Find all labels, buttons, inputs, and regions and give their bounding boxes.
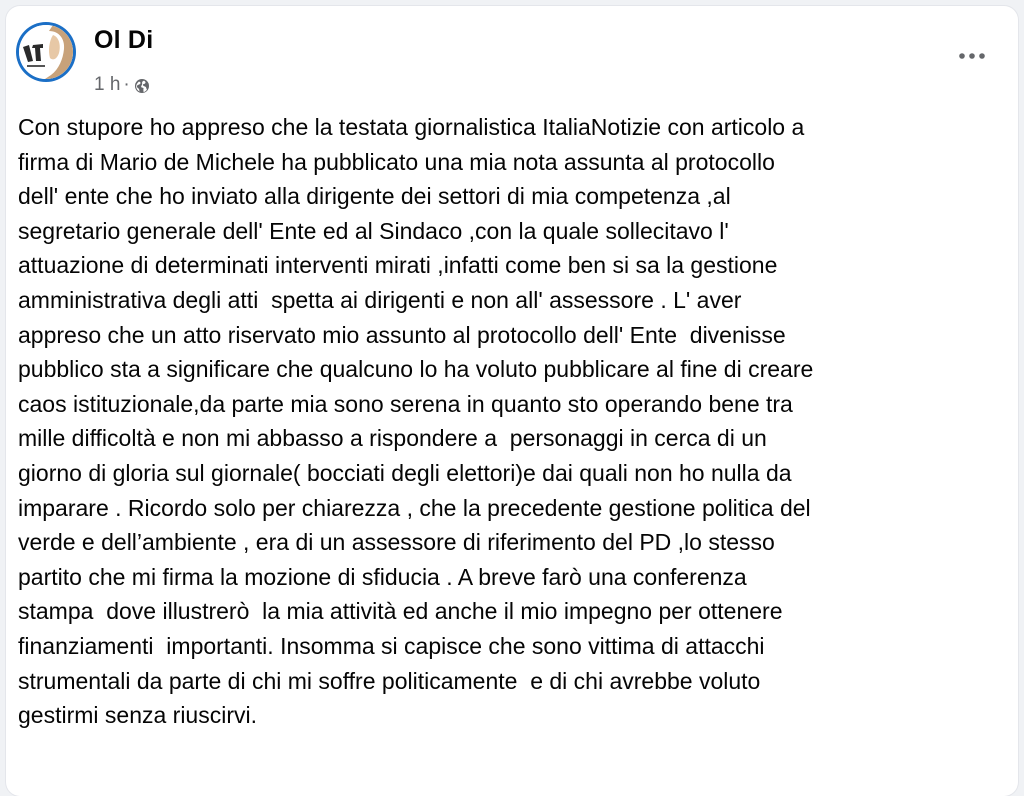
avatar-image xyxy=(19,25,73,79)
post-meta xyxy=(94,74,150,96)
post-text: Con stupore ho appreso che la testata giornalistica ItaliaNotizie con articolo a firma di Mario de Michele ha pubblicato una mia nota assunta al protocollo dell' ente che ho inviato alla dirigente dei settori di mia competenza ,al segretario generale dell' Ente ed al Sindaco ,con la quale sollecitavo l' attuazione di determinati interventi mirati ,infatti come ben si sa la gestione amministrativa degli atti spetta ai dirigenti e non all' assessore . L' aver appreso che un atto riservato mio assunto al protocollo dell' Ente divenisse pubblico sta a significare che qualcuno lo ha voluto pubblicare al fine di creare caos istituzionale,da parte mia sono serena in quanto sto operando bene tra mille difficoltà e non mi abbasso a rispondere a personaggi in cerca di un giorno di gloria sul giornale( bocciati degli elettori)e dai quali non ho nulla da imparare . Ricordo solo per chiarezza , che la precedente gestione politica del verde e dell’ambiente , era di un assessore di riferimento del PD ,lo stesso partito che mi firma la mozione di sfiducia . A breve farò una conferenza stampa dove illustrerò la mia attività ed anche il mio impegno per ottenere finanziamenti importanti. Insomma si capisce che sono vittima di attacchi strumentali da parte di chi mi soffre politicamente e di chi avrebbe voluto gestirmi senza riuscirvi. xyxy=(18,114,814,729)
author-name[interactable]: Ol Di xyxy=(94,26,154,54)
meta-separator: · xyxy=(123,74,130,95)
post-card xyxy=(6,6,1018,796)
avatar[interactable] xyxy=(16,22,76,82)
more-options-icon xyxy=(957,52,987,60)
avatar-picture-icon xyxy=(19,25,73,79)
post-time[interactable]: 1 h xyxy=(94,74,121,95)
post-header xyxy=(16,18,1008,95)
more-options-button[interactable] xyxy=(952,46,992,66)
globe-icon[interactable] xyxy=(134,78,150,94)
